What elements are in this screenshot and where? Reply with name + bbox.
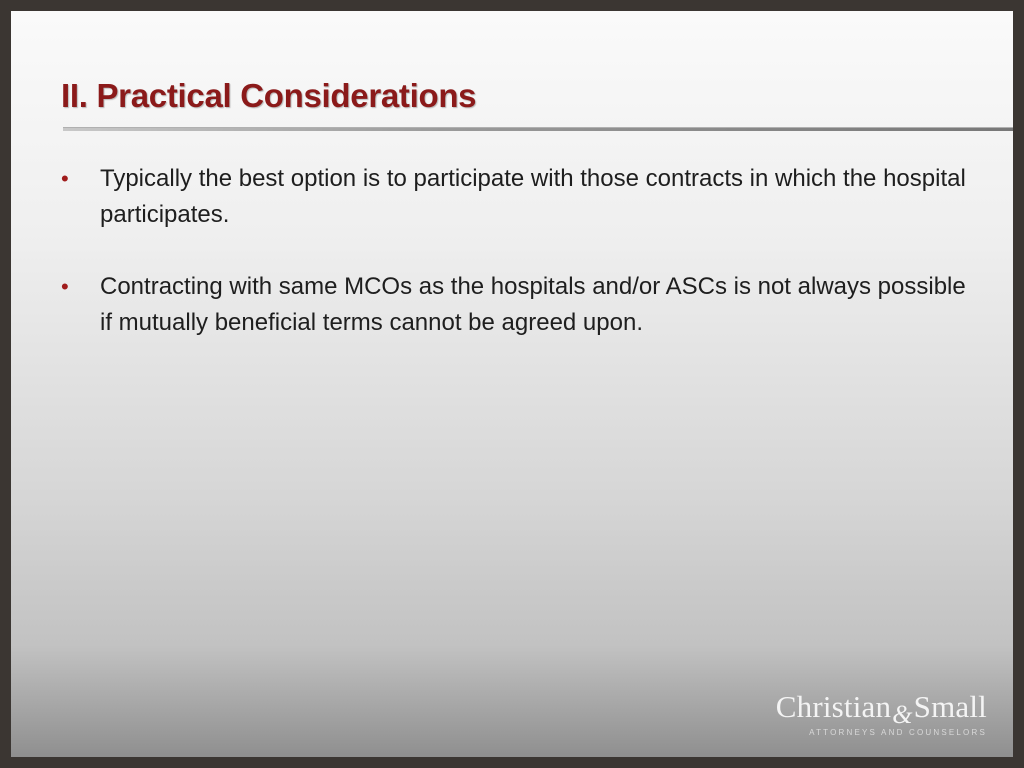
bullet-marker-icon: • — [61, 166, 69, 191]
bullet-list — [61, 161, 971, 377]
bullet-marker-icon: • — [61, 274, 69, 299]
logo-name-left: Christian — [775, 689, 892, 724]
logo-tagline: ATTORNEYS AND COUNSELORS — [809, 728, 987, 737]
bullet-item — [61, 161, 971, 233]
slide — [11, 11, 1013, 757]
slide-title: II. Practical Considerations — [61, 77, 477, 114]
bullet-text: Contracting with same MCOs as the hospitals and/or ASCs is not always possible if mutually beneficial terms cannot be agreed upon. — [100, 273, 966, 336]
firm-logo — [776, 690, 987, 737]
bullet-item — [61, 269, 971, 341]
logo-ampersand: & — [892, 700, 913, 729]
logo-wordmark — [775, 689, 987, 729]
title-divider — [63, 127, 1013, 131]
logo-name-right: Small — [913, 689, 987, 724]
bullet-text: Typically the best option is to participate with those contracts in which the hospital participates. — [100, 165, 966, 228]
